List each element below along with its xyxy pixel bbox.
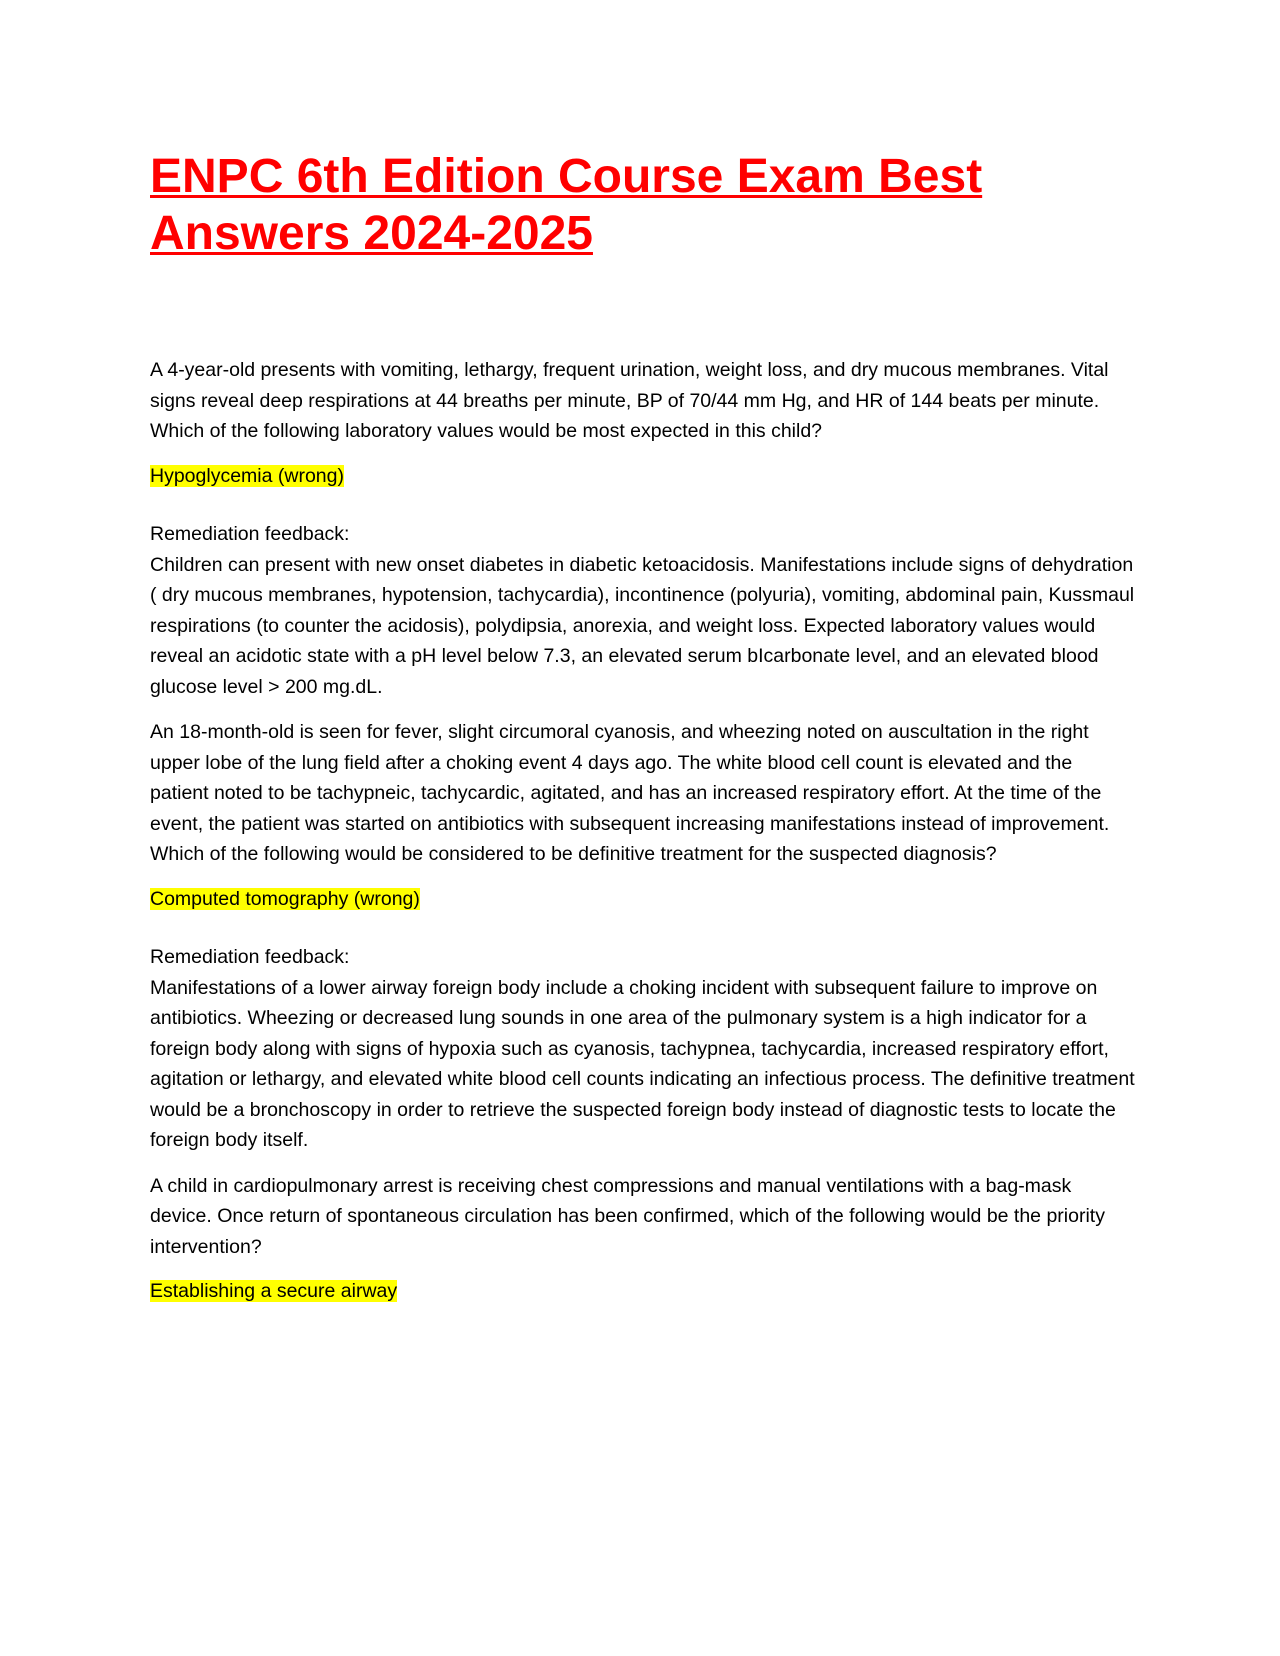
question-3-text: A child in cardiopulmonary arrest is receiving chest compressions and manual ventilations with a bag-mask device. Once return of spontaneous circulation has been confirmed, which of the following would be the priority intervention? <box>150 1174 1105 1258</box>
remediation-2-label: Remediation feedback: <box>150 946 350 968</box>
answer-3-highlight <box>150 1276 1135 1307</box>
remediation-1-text: Children can present with new onset diabetes in diabetic ketoacidosis. Manifestations include signs of dehydration ( dry mucous membranes, hypotension, tachycardia), incontinence (polyuria), vomiting, abdominal pain, Kussmaul respirations (to counter the acidosis), polydipsia, anorexia, and weight loss. Expected laboratory values would reveal an acidotic state with a pH level below 7.3, an elevated serum bIcarbonate level, and an elevated blood glucose level > 200 mg.dL. <box>150 553 1135 698</box>
remediation-1-label: Remediation feedback: <box>150 523 350 545</box>
document-page <box>150 148 1135 1307</box>
answer-2-highlight <box>150 884 1135 915</box>
question-2-text: An 18-month-old is seen for fever, slight circumoral cyanosis, and wheezing noted on auscultation in the right upper lobe of the lung field after a choking event 4 days ago. The white blood cell count is elevated and the patient noted to be tachypneic, tachycardic, agitated, and has an increased respiratory effort. At the time of the event, the patient was started on antibiotics with subsequent increasing manifestations instead of improvement. Which of the following would be considered to be definitive treatment for the suspected diagnosis? <box>150 721 1110 865</box>
document-title: ENPC 6th Edition Course Exam Best Answers 2024-2025 <box>150 150 983 260</box>
remediation-2-text: Manifestations of a lower airway foreign body include a choking incident with subsequent failure to improve on antibiotics. Wheezing or decreased lung sounds in one area of the pulmonary system is a high indicator for a foreign body along with signs of hypoxia such as cyanosis, tachypnea, tachycardia, increased respiratory effort, agitation or lethargy, and elevated white blood cell counts indicating an infectious process. The definitive treatment would be a bronchoscopy in order to retrieve the suspected foreign body instead of diagnostic tests to locate the foreign body itself. <box>150 976 1135 1151</box>
answer-2-text: Computed tomography (wrong) <box>150 887 420 910</box>
question-1-text: A 4-year-old presents with vomiting, lethargy, frequent urination, weight loss, and dry mucous membranes. Vital signs reveal deep respirations at 44 breaths per minute, BP of 70/44 mm Hg, and HR of 144 beats per minute. Which of the following laboratory values would be most expected in this child? <box>150 359 1109 442</box>
answer-3-text: Establishing a secure airway <box>150 1280 398 1302</box>
answer-1-text: Hypoglycemia (wrong) <box>150 464 344 487</box>
answer-1-highlight <box>150 461 1135 492</box>
